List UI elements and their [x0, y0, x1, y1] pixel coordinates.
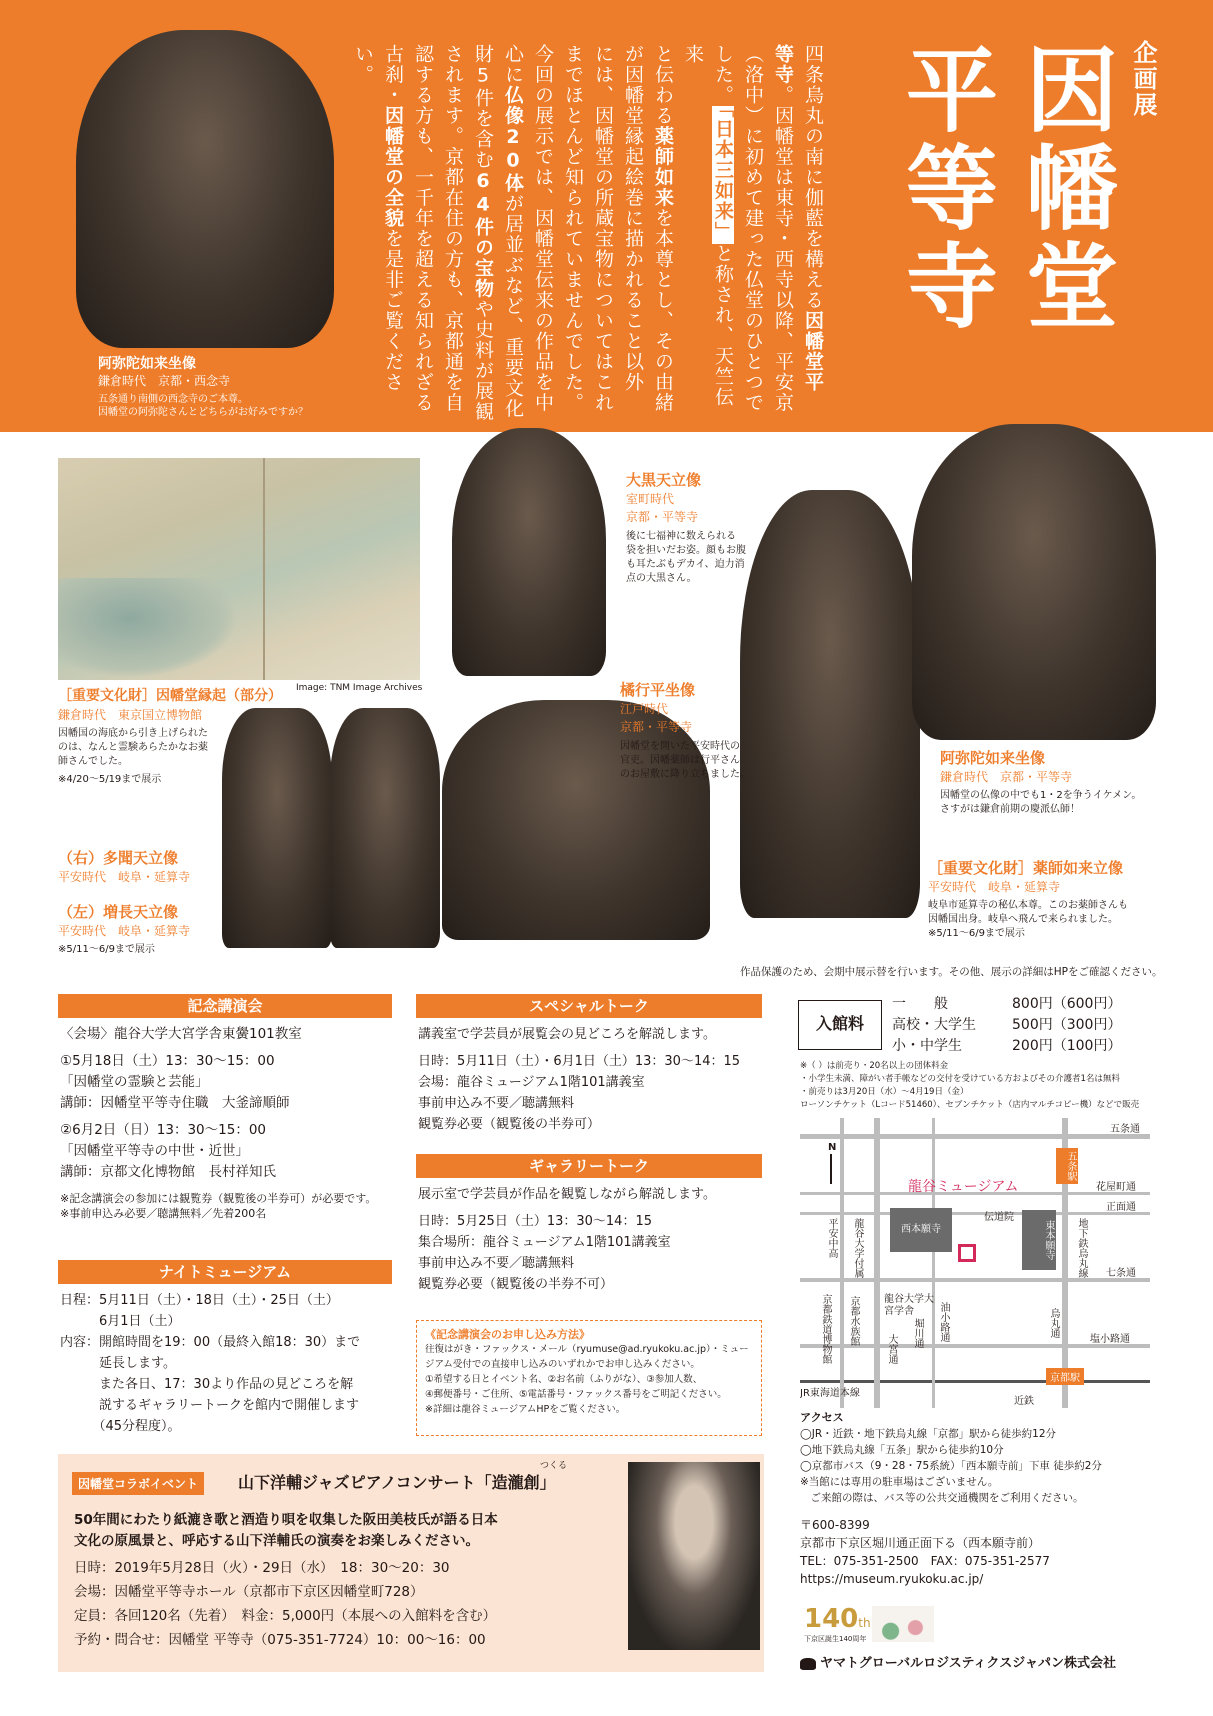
adm-note4: ローソンチケット（Lコード51460）、セブンチケット（店内マルチコピー機）などで販売	[800, 1100, 1140, 1110]
yakushi-caption	[928, 858, 1198, 941]
sponsor	[800, 1652, 1200, 1671]
amida2-sub: 鎌倉時代 京都・平等寺	[940, 770, 1073, 784]
lbl-horikawa: 堀川通	[912, 1318, 923, 1348]
tachibana-note2: 官吏。因幡薬師は行平さん	[620, 755, 740, 766]
access-l4: ※当館には専用の駐車場はございません。	[800, 1476, 999, 1488]
night-l2: 6月1日（土）	[60, 1314, 181, 1329]
admission-category: 高校・大学生	[892, 1017, 976, 1033]
adm-note1: ※（ ）は前売り・20名以上の団体料金	[800, 1061, 949, 1071]
yakushi-note1: 岐阜市延算寺の秘仏本尊。このお薬師さんも	[928, 900, 1128, 911]
night-heading: ナイトミュージアム	[58, 1260, 392, 1284]
intro-text-run: が因幡堂縁起絵巻に描かれること以外	[622, 44, 644, 393]
yakushi-note2: 因幡国出身。岐阜へ飛んで来られました。	[928, 914, 1118, 925]
intro-line	[738, 44, 768, 424]
north-arrow-icon	[830, 1154, 832, 1184]
collab-desc1: 50年間にわたり紙漉き歌と酒造り唄を収集した阪田美枝氏が語る日本	[74, 1512, 498, 1528]
intro-line	[768, 44, 798, 424]
admission-table	[892, 994, 1192, 1057]
amida2-title: 阿弥陀如来坐像	[940, 749, 1046, 767]
intro-text-run: が居並ぶなど、重要文化	[502, 193, 524, 419]
logo-140-number: 140	[804, 1604, 859, 1634]
lbl-omiya: 大宮通	[886, 1334, 897, 1364]
intro-emphasis: 等寺	[772, 44, 794, 85]
gallery-heading: ギャラリートーク	[416, 1154, 762, 1178]
collab-badge: 因幡堂コラボイベント	[72, 1472, 204, 1495]
daikoku-sub1: 室町時代	[626, 492, 675, 506]
yakushi-title: ［重要文化財］薬師如来立像	[928, 859, 1124, 877]
gallery-l1: 展示室で学芸員が作品を観覧しながら解説します。	[418, 1187, 716, 1202]
amida-sub: 鎌倉時代 京都・西念寺	[98, 374, 231, 388]
special-l2: 日時：5月11日（土）・6月1日（土）13：30～14：15	[418, 1054, 741, 1069]
scroll-divider	[263, 458, 265, 680]
amida2-image	[912, 424, 1156, 740]
tamon-caption	[58, 848, 238, 886]
lecture2-title: 「因幡堂平等寺の中世・近世」	[60, 1143, 249, 1159]
intro-line	[528, 44, 558, 424]
lecture-heading: 記念講演会	[58, 994, 392, 1018]
tachibana-note1: 因幡堂を開いた平安時代の	[620, 741, 740, 752]
kicker: 企画展	[1129, 40, 1157, 118]
title-line1: 因幡堂	[1011, 42, 1118, 336]
admission-category: 小・中学生	[892, 1038, 962, 1054]
intro-line	[618, 44, 648, 424]
lbl-suizokukan: 京都水族館	[848, 1296, 859, 1346]
access-block	[800, 1410, 1200, 1506]
intro-line	[498, 44, 528, 424]
intro-emphasis: 仏像20体	[502, 85, 524, 194]
road-aburakoji	[932, 1118, 935, 1408]
night-l5: また各日、17：30より作品の見どころを解	[60, 1377, 354, 1392]
special-body	[418, 1024, 768, 1135]
admission-price: 500円（300円）	[1012, 1017, 1122, 1033]
intro-text-run: までほとんど知られていませんでした。	[562, 44, 584, 413]
admission-row	[892, 1015, 1192, 1036]
lbl-railway: 京都鉄道博物館	[820, 1294, 831, 1364]
amida-note2: 因幡堂の阿弥陀さんとどちらがお好みですか？	[98, 407, 308, 418]
address-tel: TEL：075-351-2500 FAX：075-351-2577	[800, 1554, 1050, 1568]
lbl-ryukoku2: 龍谷大学大宮学舎	[884, 1294, 934, 1317]
zocho-image	[330, 708, 440, 948]
intro-text-run: 。因幡堂は東寺・西寺以降、平安京	[772, 85, 794, 413]
intro-line	[348, 44, 408, 424]
night-l3: 内容：開館時間を19：00（最終入館18：30）まで	[60, 1335, 361, 1350]
scroll-title: ［重要文化財］因幡堂縁起（部分）	[58, 688, 282, 704]
intro-text-run: 財5件を含む	[472, 44, 494, 170]
lbl-heian: 平安中高	[826, 1218, 837, 1258]
amida-note1: 五条通り南側の西念寺のご本尊。	[98, 394, 248, 405]
lbl-subway: 地下鉄烏丸線	[1076, 1218, 1087, 1278]
collab-details	[74, 1556, 634, 1652]
tamon-image	[222, 708, 332, 948]
special-l3: 会場：龍谷ミュージアム1階101講義室	[418, 1075, 645, 1090]
intro-text-run: や史料が展観	[472, 299, 494, 422]
amida2-caption	[940, 748, 1200, 817]
intro-text-run: 今回の展示では、因幡堂伝来の作品を中	[532, 44, 554, 413]
collab-title: 山下洋輔ジャズピアノコンサート「造瀧創」	[238, 1473, 556, 1492]
daikoku-title: 大黒天立像	[626, 471, 702, 489]
lbl-north: N	[828, 1142, 837, 1153]
admission-category: 一 般	[892, 996, 948, 1012]
sponsor-name: ヤマトグローバルロジスティクスジャパン株式会社	[820, 1656, 1117, 1671]
yamato-cat-icon	[800, 1658, 816, 1670]
night-l7: （45分程度）。	[60, 1419, 181, 1434]
tachibana-sub2: 京都・平等寺	[620, 720, 693, 734]
daikoku-note4: 点の大黒さん。	[626, 573, 697, 584]
logo-illustration	[872, 1606, 934, 1642]
nishi-hongwanji: 西本願寺	[890, 1208, 952, 1252]
daikoku-note2: 袋を担いだお姿。顔もお腹	[626, 545, 746, 556]
kyoto-station: 京都駅	[1046, 1368, 1084, 1385]
road-gojo	[800, 1134, 1150, 1139]
night-l6: 説するギャラリートークを館内で開催します	[60, 1398, 360, 1413]
intro-text-run: を本尊とし、その由緒	[652, 208, 674, 413]
adm-note2: ・小学生未満、障がい者手帳などの交付を受けている方およびその介護者1名は無料	[800, 1074, 1120, 1084]
special-l4: 事前申込み不要／聴講無料	[418, 1096, 575, 1111]
museum-label: 龍谷ミュージアム	[908, 1179, 1019, 1195]
zocho-note: ※5/11～6/9まで展示	[58, 944, 155, 955]
apply-l4: ④郵便番号・ご住所、⑤電話番号・ファックス番号をご明記ください。	[425, 1389, 727, 1400]
intro-line	[558, 44, 588, 424]
lbl-shichijo: 七条通	[1106, 1268, 1136, 1279]
apply-l2: ジアム受付での直接申し込みのいずれかでお申し込みください。	[425, 1359, 700, 1370]
intro-text-run: 四条烏丸の南に伽藍を構える	[802, 44, 824, 311]
intro-text-run: を是非ご覧ください。	[352, 44, 404, 393]
special-l5: 観覧券必要（観覧後の半券可）	[418, 1117, 601, 1132]
amida-title: 阿弥陀如来坐像	[98, 356, 196, 372]
yakushi-note3: ※5/11～6/9まで展示	[928, 928, 1025, 939]
gallery-l2: 日時：5月25日（土）13：30～14：15	[418, 1214, 652, 1229]
lbl-denpoin: 伝道院	[984, 1212, 1014, 1223]
access-l3: ◯京都市バス（9・28・75系統）「西本願寺前」下車 徒歩約2分	[800, 1460, 1102, 1472]
tachibana-caption	[620, 680, 790, 782]
daikoku-note3: も耳たぶもデカイ、迫力消	[626, 559, 745, 570]
lbl-shiokoji: 塩小路通	[1090, 1334, 1130, 1345]
scroll-note1: 因幡国の海底から引き上げられた	[58, 728, 208, 739]
scroll-wave	[58, 578, 238, 678]
night-l1: 日程：5月11日（土）・18日（土）・25日（土）	[60, 1293, 339, 1308]
address-url[interactable]: https://museum.ryukoku.ac.jp/	[800, 1572, 984, 1586]
intro-line	[588, 44, 618, 424]
apply-l5: ※詳細は龍谷ミュージアムHPをご覧ください。	[425, 1404, 626, 1415]
collab-ruby: つくる	[540, 1461, 568, 1471]
intro-text-run: されます。京都在住の方も、京都通を自	[442, 44, 464, 413]
intro-text-run: と伝わる	[652, 44, 674, 126]
intro-emphasis: 因幡堂平	[802, 310, 824, 393]
access-l5: ご来館の際は、バス等の公共交通機関をご利用ください。	[800, 1492, 1084, 1504]
intro-line	[468, 44, 498, 424]
zocho-title: （左）増長天立像	[58, 903, 179, 921]
access-l2: ◯地下鉄烏丸線「五条」駅から徒歩約10分	[800, 1444, 1004, 1456]
night-l4: 延長します。	[60, 1356, 176, 1371]
admission-label: 入館料	[798, 1000, 882, 1050]
admission-row	[892, 994, 1192, 1015]
scroll-note4: ※4/20～5/19まで展示	[58, 774, 162, 785]
scroll-credit: Image: TNM Image Archives	[296, 683, 423, 693]
lbl-kintetsu: 近鉄	[1014, 1396, 1034, 1407]
tachibana-title: 橘行平坐像	[620, 681, 696, 699]
lecture1-speaker: 講師：因幡堂平等寺住職 大釜諦順師	[60, 1095, 290, 1111]
yamashita-photo	[628, 1462, 760, 1650]
apply-box	[416, 1320, 762, 1436]
intro-text-run: 認する方も、一千年を超える知られざる	[412, 44, 434, 413]
protect-note: 作品保護のため、会期中展示替を行います。その他、展示の詳細はHPをご確認ください。	[740, 966, 1163, 978]
road-jr	[800, 1380, 1150, 1383]
apply-l1: 往復はがき・ファックス・メール（ryumuse@ad.ryukoku.ac.jp）・ミュー	[425, 1344, 749, 1355]
lecture-note1: ※記念講演会の参加には観覧券（観覧後の半券可）が必要です。	[60, 1192, 377, 1205]
tamon-sub: 平安時代 岐阜・延算寺	[58, 870, 191, 884]
collab-desc2: 文化の原風景と、呼応する山下洋輔氏の演奏をお楽しみください。	[74, 1533, 479, 1549]
intro-text-run: 心に	[502, 44, 524, 85]
address-block	[800, 1516, 1200, 1588]
collab-d1: 日時：2019年5月28日（火）・29日（水） 18：30～20：30	[74, 1560, 450, 1576]
amida2-note2: さすがは鎌倉前期の慶派仏師！	[940, 804, 1080, 815]
collab-d2: 会場：因幡堂平等寺ホール（京都市下京区因幡堂町728）	[74, 1584, 424, 1600]
lbl-aburakoji: 油小路通	[938, 1302, 949, 1342]
intro-text-run: （洛中）に初めて建った仏堂のひとつで	[742, 44, 764, 413]
lbl-jr: JR東海道本線	[800, 1388, 860, 1399]
amida-seated-image	[76, 30, 334, 348]
daikoku-note1: 後に七福神に数えられる	[626, 531, 736, 542]
scroll-sub: 鎌倉時代 東京国立博物館	[58, 708, 203, 722]
higashi-hongwanji: 東本願寺	[1022, 1210, 1056, 1270]
scroll-note3: 師さんでした。	[58, 756, 128, 767]
amida-caption	[98, 355, 348, 419]
intro-emphasis: 薬師如来	[652, 126, 674, 208]
intro-text-run: した。	[712, 44, 734, 106]
lecture1-title: 「因幡堂の霊験と芸能」	[60, 1074, 209, 1090]
lecture2-speaker: 講師：京都文化博物館 長村祥知氏	[60, 1164, 276, 1180]
road-shichijo	[800, 1278, 1150, 1282]
intro-text-run: 古刹・	[382, 44, 404, 106]
logo-th: th	[858, 1616, 871, 1630]
gallery-body	[418, 1184, 768, 1295]
lbl-shomen: 正面通	[1106, 1202, 1136, 1213]
tamon-title: （右）多聞天立像	[58, 849, 179, 867]
admission-notes	[800, 1060, 1200, 1112]
lbl-gojo: 五条通	[1110, 1124, 1140, 1135]
lbl-hanayamachi: 花屋町通	[1096, 1182, 1136, 1193]
road-shomen	[800, 1212, 1150, 1215]
address-addr: 京都市下京区堀川通正面下る（西本願寺前）	[800, 1536, 1041, 1550]
collab-desc	[74, 1510, 614, 1552]
admission-row	[892, 1036, 1192, 1057]
scroll-note2: のは、なんと霊験あらたかなお薬	[58, 742, 208, 753]
admission-price: 800円（600円）	[1012, 996, 1122, 1012]
intro-text-run: には、因幡堂の所蔵宝物についてはこれ	[592, 44, 614, 413]
yakushi-sub: 平安時代 岐阜・延算寺	[928, 880, 1061, 894]
title-line2: 平等寺	[891, 42, 998, 336]
intro-line	[678, 44, 738, 424]
intro-line	[438, 44, 468, 424]
access-heading: アクセス	[800, 1411, 844, 1424]
amida2-note1: 因幡堂の仏像の中でも1・2を争うイケメン。	[940, 790, 1142, 801]
zocho-sub: 平安時代 岐阜・延算寺	[58, 924, 191, 938]
daikoku-image	[452, 428, 606, 676]
access-l1: ◯JR・近鉄・地下鉄烏丸線「京都」駅から徒歩約12分	[800, 1428, 1057, 1440]
apply-l3: ①希望する日とイベント名、②お名前（ふりがな）、③参加人数、	[425, 1374, 703, 1385]
museum-marker-icon	[958, 1244, 976, 1262]
lecture-venue: 〈会場〉龍谷大学大宮学舎東黌101教室	[60, 1026, 302, 1042]
scroll-image	[58, 458, 420, 680]
adm-note3: ・前売りは3月20日（水）～4月19日（金）	[800, 1087, 969, 1097]
lbl-karasuma: 烏丸通	[1048, 1308, 1059, 1338]
admission-price: 200円（100円）	[1012, 1038, 1122, 1054]
intro-line	[648, 44, 678, 424]
gallery-l5: 観覧券必要（観覧後の半券不可）	[418, 1277, 614, 1292]
intro-emphasis: 64件の宝物	[472, 170, 494, 299]
daikoku-sub2: 京都・平等寺	[626, 510, 699, 524]
access-map	[800, 1118, 1150, 1408]
lecture2-date: ②6月2日（日）13：30～15：00	[60, 1122, 266, 1138]
lbl-ryukoku: 龍谷大学付属	[852, 1218, 863, 1278]
road-omiya	[840, 1118, 844, 1408]
intro-emphasis: 因幡堂の全貌	[382, 105, 404, 229]
address-zip: 〒600-8399	[800, 1518, 870, 1532]
collab-d3: 定員：各回120名（先着） 料金：5,000円（本展への入館料を含む）	[74, 1608, 497, 1624]
lecture-body	[60, 1024, 410, 1221]
gojo-station: 五条駅	[1056, 1148, 1078, 1184]
tachibana-sub1: 江戸時代	[620, 702, 669, 716]
intro-text	[352, 44, 828, 424]
apply-heading: 《記念講演会のお申し込み方法》	[425, 1328, 590, 1341]
gallery-l3: 集合場所：龍谷ミュージアム1階101講義室	[418, 1235, 671, 1250]
tachibana-note3: のお屋敷に降り立ちました。	[620, 769, 750, 780]
lecture1-date: ①5月18日（土）13：30～15：00	[60, 1053, 275, 1069]
lecture-note2: ※事前申込み必要／聴講無料／先着200名	[60, 1207, 267, 1220]
special-l1: 講義室で学芸員が展覧会の見どころを解説します。	[418, 1027, 716, 1042]
intro-highlight: 「日本三如来」	[712, 107, 734, 242]
road-horikawa	[874, 1118, 880, 1408]
zocho-caption	[58, 902, 238, 957]
logo-140-sub: 下京区誕生140周年	[804, 1635, 867, 1643]
gallery-l4: 事前申込み不要／聴講無料	[418, 1256, 575, 1271]
intro-line	[798, 44, 828, 424]
intro-line	[408, 44, 438, 424]
intro-text-run: と称され、天竺伝来	[682, 44, 734, 408]
collab-d4: 予約・問合せ：因幡堂 平等寺（075-351-7724）10：00～16：00	[74, 1632, 486, 1648]
night-body	[60, 1290, 410, 1437]
special-heading: スペシャルトーク	[416, 994, 762, 1018]
